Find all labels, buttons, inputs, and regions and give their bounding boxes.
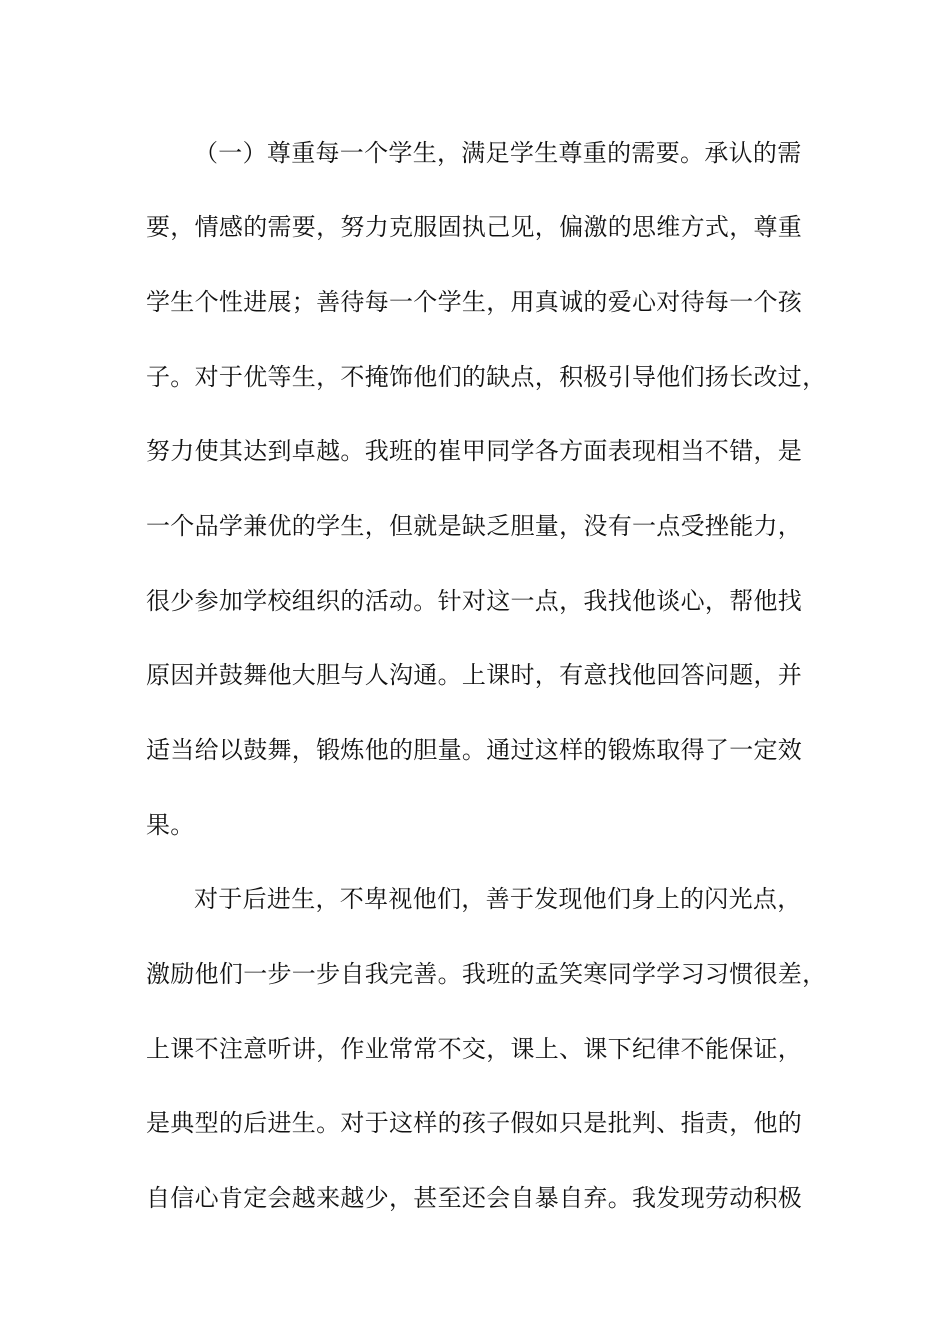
paragraph-1-line-10: 果。 [146, 811, 195, 839]
paragraph-2-line-5: 自信心肯定会越来越少，甚至还会自暴自弃。我发现劳动积极 [146, 1184, 803, 1212]
paragraph-1-line-8: 原因并鼓舞他大胆与人沟通。上课时，有意找他回答问题，并 [146, 661, 803, 689]
paragraph-1-line-4: 子。对于优等生，不掩饰他们的缺点，积极引导他们扬长改过， [146, 363, 827, 391]
paragraph-2-line-1: 对于后进生，不卑视他们，善于发现他们身上的闪光点， [194, 885, 802, 913]
paragraph-1-line-1: （一）尊重每一个学生，满足学生尊重的需要。承认的需 [194, 139, 802, 167]
paragraph-1-line-3: 学生个性进展；善待每一个学生，用真诚的爱心对待每一个孩 [146, 288, 803, 316]
paragraph-1-line-2: 要，情感的需要，努力克服固执己见，偏激的思维方式，尊重 [146, 213, 803, 241]
paragraph-2-line-4: 是典型的后进生。对于这样的孩子假如只是批判、指责，他的 [146, 1109, 803, 1137]
paragraph-2-line-3: 上课不注意听讲，作业常常不交，课上、课下纪律不能保证， [146, 1035, 803, 1063]
paragraph-1-line-7: 很少参加学校组织的活动。针对这一点，我找他谈心，帮他找 [146, 587, 803, 615]
paragraph-1-line-5: 努力使其达到卓越。我班的崔甲同学各方面表现相当不错，是 [146, 437, 803, 465]
paragraph-2-line-2: 激励他们一步一步自我完善。我班的孟笑寒同学学习习惯很差， [146, 960, 827, 988]
paragraph-1-line-6: 一个品学兼优的学生，但就是缺乏胆量，没有一点受挫能力， [146, 512, 803, 540]
paragraph-1-line-9: 适当给以鼓舞，锻炼他的胆量。通过这样的锻炼取得了一定效 [146, 736, 803, 764]
